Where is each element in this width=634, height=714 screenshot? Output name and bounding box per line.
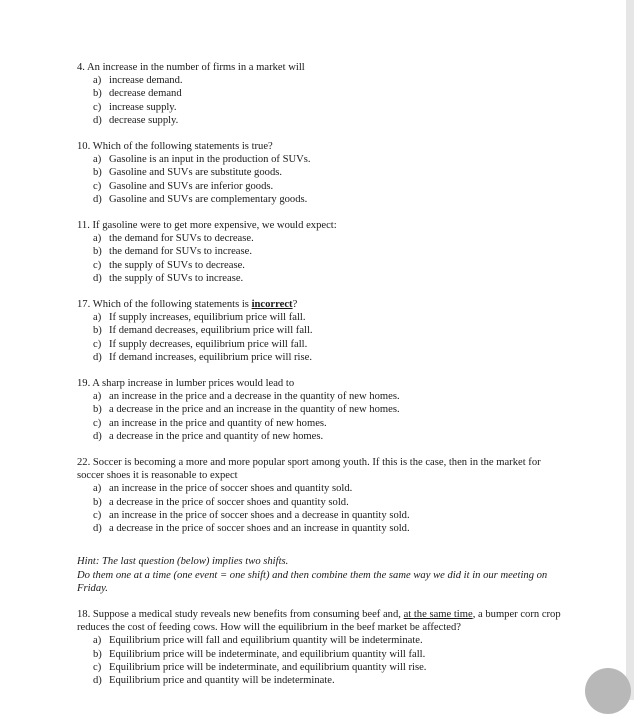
question-11: [77, 219, 567, 285]
option-c: c) Gasoline and SUVs are inferior goods.: [93, 180, 274, 192]
option-d: d) a decrease in the price of soccer shoes and an increase in quantity sold.: [93, 523, 410, 535]
option-b: b) a decrease in the price and an increase in the quantity of new homes.: [93, 404, 400, 416]
option-d: d) decrease supply.: [93, 114, 179, 126]
question-stem: 18. Suppose a medical study reveals new benefits from consuming beef and, at the same time, a bumper corn crop reduces the cost of feeding cows. How will the equilibrium in the beef market be affected?: [77, 608, 561, 634]
option-a: a) the demand for SUVs to decrease.: [93, 233, 254, 245]
hint-line-2: Do them one at a time (one event = one shift) and then combine them the same way we did it in our meeting on Friday.: [77, 569, 548, 594]
emphasis-incorrect: incorrect: [251, 299, 293, 311]
option-list: [77, 311, 567, 364]
option-list: [77, 74, 567, 127]
option-list: [77, 232, 567, 285]
option-list: [77, 634, 567, 687]
option-b: b) decrease demand: [93, 88, 182, 100]
option-a: a) an increase in the price of soccer shoes and quantity sold.: [93, 483, 353, 495]
option-c: c) an increase in the price of soccer shoes and a decrease in quantity sold.: [93, 509, 410, 521]
option-c: c) Equilibrium price will be indeterminate, and equilibrium quantity will rise.: [93, 661, 427, 673]
option-d: d) Gasoline and SUVs are complementary goods.: [93, 193, 308, 205]
option-c: c) If supply decreases, equilibrium price will fall.: [93, 338, 308, 350]
option-d: d) If demand increases, equilibrium price will rise.: [93, 351, 312, 363]
question-stem: 19. A sharp increase in lumber prices would lead to: [77, 378, 295, 390]
page-edge: [626, 0, 634, 700]
hint-block: [77, 555, 567, 595]
question-10: [77, 140, 567, 206]
option-list: [77, 390, 567, 443]
option-c: c) an increase in the price and quantity of new homes.: [93, 417, 327, 429]
question-stem: 4. An increase in the number of firms in a market will: [77, 62, 305, 73]
question-stem: 22. Soccer is becoming a more and more popular sport among youth. If this is the case, then in the market for soccer shoes it is reasonable to expect: [77, 457, 541, 482]
option-d: d) Equilibrium price and quantity will be indeterminate.: [93, 674, 335, 686]
option-a: a) Equilibrium price will fall and equilibrium quantity will be indeterminate.: [93, 635, 423, 647]
option-b: b) the demand for SUVs to increase.: [93, 246, 252, 258]
option-b: b) Equilibrium price will be indeterminate, and equilibrium quantity will fall.: [93, 648, 426, 660]
option-a: a) an increase in the price and a decrease in the quantity of new homes.: [93, 391, 400, 403]
underlined-phrase: at the same time: [403, 608, 473, 620]
option-list: [77, 482, 567, 535]
question-stem: 17. Which of the following statements is incorrect?: [77, 299, 298, 311]
floating-scroll-button[interactable]: [585, 668, 631, 714]
document-content: [77, 61, 567, 700]
question-17: [77, 298, 567, 364]
option-b: b) Gasoline and SUVs are substitute goods.: [93, 167, 283, 179]
question-22: [77, 456, 567, 535]
option-b: b) If demand decreases, equilibrium price will fall.: [93, 325, 313, 337]
question-stem: 11. If gasoline were to get more expensive, we would expect:: [77, 220, 337, 232]
option-a: a) Gasoline is an input in the production of SUVs.: [93, 154, 311, 166]
option-c: c) increase supply.: [93, 101, 177, 113]
question-4: [77, 61, 567, 127]
option-c: c) the supply of SUVs to decrease.: [93, 259, 245, 271]
option-b: b) a decrease in the price of soccer shoes and quantity sold.: [93, 496, 349, 508]
question-18: [77, 608, 567, 687]
option-a: a) If supply increases, equilibrium price will fall.: [93, 312, 306, 324]
option-list: [77, 153, 567, 206]
option-d: d) a decrease in the price and quantity of new homes.: [93, 430, 324, 442]
question-19: [77, 377, 567, 443]
hint-line-1: Hint: The last question (below) implies two shifts.: [77, 556, 289, 568]
option-d: d) the supply of SUVs to increase.: [93, 272, 244, 284]
option-a: a) increase demand.: [93, 75, 183, 87]
question-stem: 10. Which of the following statements is true?: [77, 141, 273, 153]
